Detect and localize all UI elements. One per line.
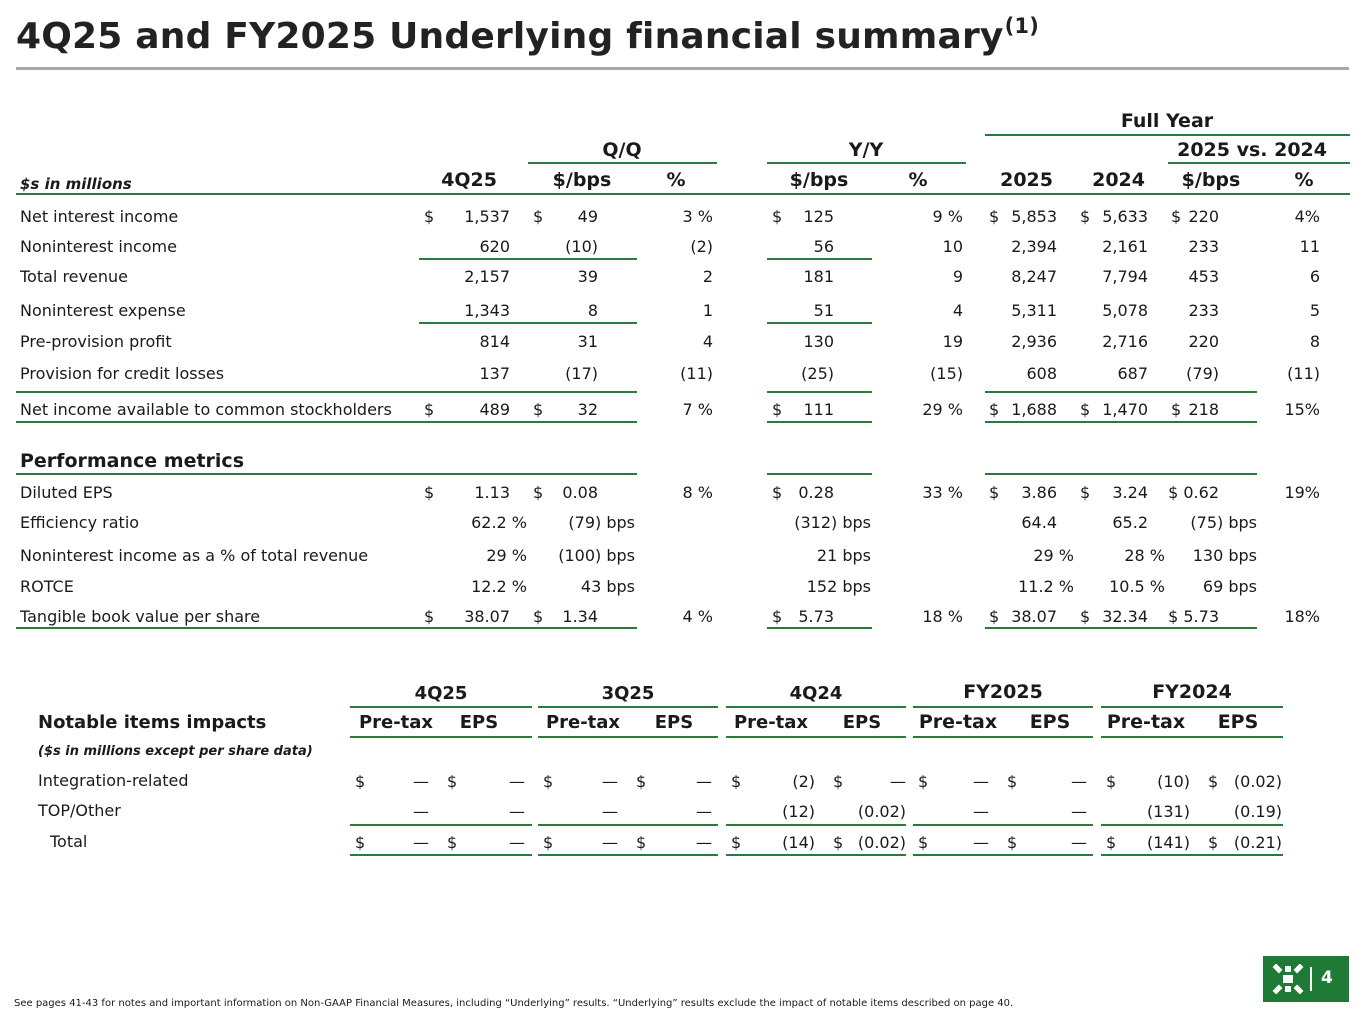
cell-qq-pct: 3 % [682,207,713,226]
header-yy-bps: $/bps [789,169,849,191]
header-yy-pct: % [908,169,928,191]
notable-row-label: Integration-related [38,771,189,790]
row-label: Noninterest expense [20,301,186,320]
eps-value: — [509,833,525,852]
dollar-sign: $ [918,833,929,852]
dollar-sign: $ [1208,772,1219,791]
rule-before-net-income [985,391,1257,393]
perf-rule [985,473,1257,475]
dollar-sign: $ [1007,833,1018,852]
cell-2025: 2,936 [1011,332,1057,351]
metric-4q25: 12.2 % [471,577,527,596]
metric-fy-pct: 19% [1284,483,1320,502]
metric-2025: 11.2 % [1018,577,1074,596]
column-header-rule [538,736,718,738]
pre-tax-value: — [602,802,618,821]
dollar-sign: $ [1080,483,1091,502]
metric-4q25: 38.07 [464,607,510,626]
pre-tax-value: — [973,833,989,852]
rule-after-net-income [16,421,637,423]
cell-fy-pct: 8 [1309,332,1320,351]
metric-yy-pct: 33 % [922,483,963,502]
pre-tax-value: — [413,833,429,852]
metric-fy-bps: (75) bps [1190,513,1257,532]
eps-value: — [1071,802,1087,821]
cell-2025: 5,853 [1011,207,1057,226]
perf-rule [767,473,872,475]
header-fy-bps: $/bps [1181,169,1241,191]
dollar-sign: $ [424,400,435,419]
period-header: FY2024 [1152,681,1232,703]
metric-qq-bps: 43 bps [580,577,635,596]
period-header: 4Q25 [414,683,468,704]
eps-value: (0.02) [857,833,906,852]
dollar-sign: $ [424,607,435,626]
cell-fy-bps: 453 [1188,267,1219,286]
metric-fy-bps: 69 bps [1202,577,1257,596]
cell-2024: 2,161 [1102,237,1148,256]
page-title: 4Q25 and FY2025 Underlying financial summary$^{(1)}$ [16,14,1039,57]
cell-qq-pct: 2 [702,267,713,286]
eps-value: — [509,802,525,821]
cell-4q25: 620 [479,237,510,256]
cell-qq-bps: 8 [587,301,598,320]
perf-bottom-rule [767,627,872,629]
perf-rule [16,473,637,475]
dollar-sign: $ [543,833,554,852]
pre-tax-value: (141) [1146,833,1190,852]
metric-2024: 10.5 % [1109,577,1165,596]
cell-fy-pct: 11 [1299,237,1320,256]
pre-tax-value: — [973,802,989,821]
period-rule [913,706,1093,708]
dollar-sign: $ [636,833,647,852]
pre-tax-value: (131) [1146,802,1190,821]
header-qq-pct: % [666,169,686,191]
header-full-year: Full Year [1120,110,1214,132]
performance-metrics-heading: Performance metrics [20,450,245,472]
eps-value: — [696,833,712,852]
cell-fy-pct: (11) [1287,364,1320,383]
eps-header: EPS [842,712,882,733]
pre-tax-header: Pre-tax [733,712,809,733]
full-year-rule [985,134,1350,136]
dollar-sign: $ [1171,400,1182,419]
metric-fy-bps: $ 5.73 [1168,607,1219,626]
cell-2024: 1,470 [1102,400,1148,419]
cell-2025: 1,688 [1011,400,1057,419]
dollar-sign: $ [989,607,1000,626]
cell-fy-bps: 218 [1188,400,1219,419]
pre-tax-value: (14) [782,833,815,852]
cell-yy-bps: 125 [803,207,834,226]
row-label: Noninterest income [20,237,177,256]
dollar-sign: $ [1080,207,1091,226]
eps-value: — [696,802,712,821]
dollar-sign: $ [989,400,1000,419]
row-label: Net income available to common stockholders [20,400,392,419]
metric-fy-pct: 18% [1284,607,1320,626]
cell-fy-bps: (79) [1186,364,1219,383]
rule-after-noninterest-income [767,258,872,260]
cell-fy-bps: 220 [1188,207,1219,226]
period-header: 4Q24 [789,683,843,704]
cell-4q25: 2,157 [464,267,510,286]
cell-4q25: 1,537 [464,207,510,226]
cell-2024: 687 [1117,364,1148,383]
cell-fy-pct: 4% [1294,207,1320,226]
page-number: 4 [1321,968,1333,988]
metric-2024: 3.24 [1112,483,1148,502]
cell-qq-pct: 1 [702,301,713,320]
metric-label: ROTCE [20,577,74,596]
pre-tax-header: Pre-tax [358,712,434,733]
metric-qq-bps: 0.08 [562,483,598,502]
dollar-sign: $ [543,772,554,791]
metric-qq-pct: 4 % [682,607,713,626]
metric-qq-bps: (79) bps [568,513,635,532]
cell-2025: 8,247 [1011,267,1057,286]
dollar-sign: $ [1106,772,1117,791]
eps-header: EPS [459,712,499,733]
column-header-rule [1101,736,1283,738]
metric-yy-bps: 5.73 [798,607,834,626]
cell-qq-bps: (17) [565,364,598,383]
period-rule [1101,706,1283,708]
rule-after-noninterest-income [419,258,637,260]
cell-qq-bps: 32 [577,400,598,419]
cell-qq-bps: (10) [565,237,598,256]
notable-items-title: Notable items impacts [38,712,267,733]
title-divider [16,67,1349,70]
eps-value: (0.02) [857,802,906,821]
metric-qq-bps: 1.34 [562,607,598,626]
metric-4q25: 29 % [486,546,527,565]
perf-bottom-rule [985,627,1257,629]
notable-row-label: TOP/Other [38,801,121,820]
perf-bottom-rule [16,627,637,629]
cell-qq-bps: 49 [577,207,598,226]
cell-qq-bps: 39 [577,267,598,286]
metric-label: Tangible book value per share [20,607,261,626]
row-label: Provision for credit losses [20,364,225,383]
pre-tax-value: (10) [1157,772,1190,791]
dollar-sign: $ [731,772,742,791]
cell-2024: 7,794 [1102,267,1148,286]
cell-fy-pct: 5 [1309,301,1320,320]
eps-value: (0.21) [1233,833,1282,852]
pre-tax-value: — [413,802,429,821]
cell-yy-bps: 181 [803,267,834,286]
dollar-sign: $ [1080,607,1091,626]
cell-yy-pct: 4 [952,301,963,320]
cell-qq-pct: (2) [690,237,713,256]
column-header-rule [913,736,1093,738]
dollar-sign: $ [447,833,458,852]
brand-logo [1263,956,1349,1002]
metric-2025: 3.86 [1021,483,1057,502]
cell-fy-pct: 6 [1309,267,1320,286]
dollar-sign: $ [1171,207,1182,226]
qq-rule [528,162,717,164]
row-label: Pre-provision profit [20,332,172,351]
dollar-sign: $ [533,607,544,626]
pre-tax-value: — [413,772,429,791]
total-rule [726,854,906,856]
period-header: FY2025 [963,681,1043,703]
dollar-sign: $ [731,833,742,852]
header-rule [16,193,1350,195]
eps-value: — [1071,833,1087,852]
header-2025-vs-2024: 2025 vs. 2024 [1177,139,1327,161]
logo-separator [1310,967,1312,991]
row-label: Net interest income [20,207,179,226]
row-label: Total revenue [20,267,128,286]
cell-2024: 2,716 [1102,332,1148,351]
pre-tax-value: — [602,772,618,791]
row-rule [350,824,532,826]
metric-2024: 32.34 [1102,607,1148,626]
dollar-sign: $ [533,207,544,226]
column-header-rule [350,736,532,738]
pre-tax-header: Pre-tax [1106,711,1186,733]
vs-rule [1168,162,1350,164]
metric-fy-bps: 130 bps [1192,546,1257,565]
eps-value: — [890,772,906,791]
cell-fy-bps: 233 [1188,301,1219,320]
cell-yy-bps: 56 [813,237,834,256]
cell-4q25: 1,343 [464,301,510,320]
dollar-sign: $ [833,772,844,791]
cell-qq-pct: (11) [680,364,713,383]
metric-label: Efficiency ratio [20,513,140,532]
cell-2025: 2,394 [1011,237,1057,256]
dollar-sign: $ [533,400,544,419]
eps-value: (0.02) [1233,772,1282,791]
metric-qq-pct: 8 % [682,483,713,502]
dollar-sign: $ [424,483,435,502]
cell-yy-pct: 9 % [932,207,963,226]
header-yy: Y/Y [848,139,884,161]
pre-tax-header: Pre-tax [918,711,998,733]
metric-4q25: 62.2 % [471,513,527,532]
cell-2024: 5,078 [1102,301,1148,320]
period-rule [350,706,532,708]
dollar-sign: $ [1080,400,1091,419]
dollar-sign: $ [636,772,647,791]
cell-yy-pct: (15) [930,364,963,383]
metric-2024: 28 % [1124,546,1165,565]
metric-fy-bps: $ 0.62 [1168,483,1219,502]
units-label: $s in millions [20,175,132,193]
dollar-sign: $ [1106,833,1117,852]
metric-yy-bps: 152 bps [806,577,871,596]
pre-tax-value: — [602,833,618,852]
cell-2024: 5,633 [1102,207,1148,226]
rule-before-net-income [767,391,872,393]
eps-value: — [509,772,525,791]
cell-4q25: 137 [479,364,510,383]
dollar-sign: $ [772,400,783,419]
pre-tax-value: (12) [782,802,815,821]
metric-yy-bps: 21 bps [816,546,871,565]
total-rule [538,854,718,856]
header-4q25: 4Q25 [441,169,497,191]
cell-4q25: 489 [479,400,510,419]
dollar-sign: $ [447,772,458,791]
header-qq: Q/Q [602,139,642,161]
metric-4q25: 1.13 [474,483,510,502]
bank-logo-icon [1271,964,1305,994]
header-2024: 2024 [1092,169,1145,191]
dollar-sign: $ [355,833,366,852]
rule-after-net-income [985,421,1257,423]
dollar-sign: $ [355,772,366,791]
metric-label: Diluted EPS [20,483,113,502]
cell-fy-pct: 15% [1284,400,1320,419]
cell-4q25: 814 [479,332,510,351]
row-rule [913,824,1093,826]
cell-yy-pct: 10 [942,237,963,256]
cell-qq-pct: 4 [702,332,713,351]
cell-yy-bps: 51 [813,301,834,320]
rule-before-net-income [16,391,637,393]
metric-2025: 38.07 [1011,607,1057,626]
eps-value: — [696,772,712,791]
notable-row-label: Total [50,832,88,851]
cell-fy-bps: 220 [1188,332,1219,351]
dollar-sign: $ [833,833,844,852]
metric-yy-bps: (312) bps [794,513,871,532]
dollar-sign: $ [772,483,783,502]
rule-after-noninterest-expense [419,322,637,324]
footer-note: See pages 41-43 for notes and important information on Non-GAAP Financial Measures, including “Underlying” results. “Underlying” results exclude the impact of notable items described on page 40. [14,998,1014,1009]
cell-fy-bps: 233 [1188,237,1219,256]
cell-yy-bps: 130 [803,332,834,351]
eps-value: — [1071,772,1087,791]
metric-2024: 65.2 [1112,513,1148,532]
header-qq-bps: $/bps [552,169,612,191]
pre-tax-header: Pre-tax [545,712,621,733]
row-rule [726,824,906,826]
cell-yy-pct: 9 [952,267,963,286]
metric-yy-pct: 18 % [922,607,963,626]
header-2025: 2025 [1000,169,1053,191]
dollar-sign: $ [989,483,1000,502]
eps-value: (0.19) [1233,802,1282,821]
total-rule [913,854,1093,856]
cell-yy-pct: 19 [942,332,963,351]
total-rule [1101,854,1283,856]
dollar-sign: $ [918,772,929,791]
column-header-rule [726,736,906,738]
metric-2025: 64.4 [1021,513,1057,532]
rule-after-noninterest-expense [767,322,872,324]
yy-rule [767,162,966,164]
dollar-sign: $ [424,207,435,226]
period-rule [726,706,906,708]
eps-header: EPS [1029,711,1071,733]
period-header: 3Q25 [601,683,655,704]
cell-qq-bps: 31 [577,332,598,351]
cell-qq-pct: 7 % [682,400,713,419]
metric-2025: 29 % [1033,546,1074,565]
notable-items-subtitle: ($s in millions except per share data) [38,744,313,759]
pre-tax-value: — [973,772,989,791]
period-rule [538,706,718,708]
cell-yy-bps: 111 [803,400,834,419]
pre-tax-value: (2) [792,772,815,791]
dollar-sign: $ [989,207,1000,226]
dollar-sign: $ [772,607,783,626]
total-rule [350,854,532,856]
cell-yy-bps: (25) [801,364,834,383]
eps-header: EPS [654,712,694,733]
metric-qq-bps: (100) bps [558,546,635,565]
dollar-sign: $ [1208,833,1219,852]
header-fy-pct: % [1294,169,1314,191]
cell-2025: 5,311 [1011,301,1057,320]
cell-yy-pct: 29 % [922,400,963,419]
metric-yy-bps: 0.28 [798,483,834,502]
row-rule [538,824,718,826]
dollar-sign: $ [772,207,783,226]
title-footnote: (1) [1004,14,1039,38]
metric-label: Noninterest income as a % of total revenue [20,546,369,565]
cell-2025: 608 [1026,364,1057,383]
eps-header: EPS [1217,711,1259,733]
dollar-sign: $ [533,483,544,502]
row-rule [1101,824,1283,826]
rule-after-net-income [767,421,872,423]
dollar-sign: $ [1007,772,1018,791]
